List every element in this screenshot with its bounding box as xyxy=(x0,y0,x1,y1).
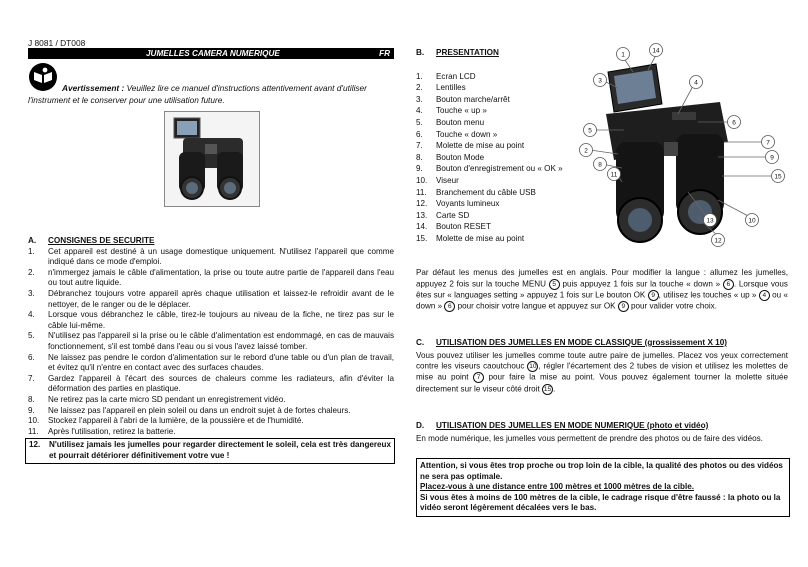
attention-line-3: Si vous êtes à moins de 100 mètres de la cible, le cadrage risque d'être faussé : la photo ou la vidéo seront légèrement décalées vers le bas. xyxy=(420,492,781,513)
attention-line-2: Placez-vous à une distance entre 100 mètres et 1000 mètres de la cible. xyxy=(420,482,694,492)
document-id: J 8081 / DT008 xyxy=(28,38,86,48)
callout-4 xyxy=(690,76,703,89)
list-item: 3. Débranchez toujours votre appareil après chaque utilisation et laissez-le refroidir avant de le nettoyer, de le ranger ou de le déplacer. xyxy=(28,288,394,309)
list-item: 2. Lentilles xyxy=(416,83,466,93)
list-item: 8. Ne retirez pas la carte micro SD pendant un enregistrement vidéo. xyxy=(28,394,286,404)
list-item: 12. Voyants lumineux xyxy=(416,199,500,209)
list-item: 5. Bouton menu xyxy=(416,117,485,127)
svg-text:2: 2 xyxy=(584,147,588,155)
callout-ref: 5 xyxy=(549,279,560,290)
svg-text:4: 4 xyxy=(694,79,698,87)
list-item: 3. Bouton marche/arrêt xyxy=(416,94,510,104)
callout-ref: 6 xyxy=(444,301,455,312)
callout-11 xyxy=(608,168,621,181)
callout-ref: 9 xyxy=(618,301,629,312)
list-item: 6. Touche « down » xyxy=(416,129,498,139)
list-item: 11. Après l'utilisation, retirez la batterie. xyxy=(28,426,176,436)
section-b-heading: PRESENTATION xyxy=(436,48,499,57)
classique-paragraph: Vous pouvez utiliser les jumelles comme toute autre paire de jumelles. Placez vos yeux correctement contre les viseurs caoutchouc 10 , régler l'écartement des 2 tubes de vision et utilisez les molettes de mise au point 7 pour faire la mise au point. Vous pouvez également tourner la molette située directement sur le viseur côté droit 15 . xyxy=(416,350,788,394)
list-item: 13. Carte SD xyxy=(416,210,470,220)
callout-12 xyxy=(712,234,725,247)
callout-ref: 7 xyxy=(473,372,484,383)
callout-15 xyxy=(772,170,785,183)
header-language: FR xyxy=(379,49,390,58)
section-d-letter: D. xyxy=(416,421,425,430)
section-b-title xyxy=(416,48,586,59)
list-item: 10. Viseur xyxy=(416,175,459,185)
svg-text:5: 5 xyxy=(588,127,592,135)
numerique-paragraph: En mode numérique, les jumelles vous permettent de prendre des photos ou de faire des vidéos. xyxy=(416,433,763,443)
section-consignes xyxy=(28,236,394,464)
callout-ref: 15 xyxy=(543,385,552,393)
callout-13 xyxy=(704,214,717,227)
callout-ref: 9 xyxy=(648,290,659,301)
svg-text:15: 15 xyxy=(774,173,782,181)
svg-text:14: 14 xyxy=(652,47,660,55)
list-item: 1. Cet appareil est destiné à un usage domestique uniquement. N'utilisez l'appareil que comme indiqué dans ce mode d'emploi. xyxy=(28,246,394,267)
callout-2 xyxy=(580,144,593,157)
section-d-title xyxy=(416,421,788,432)
section-b-letter: B. xyxy=(416,48,425,57)
attention-line-1: Attention, si vous êtes trop proche ou trop loin de la cible, la qualité des photos ou des vidéos ne sera pas optimale. xyxy=(420,461,783,481)
callout-ref: 4 xyxy=(759,290,770,301)
list-item: 10. Stockez l'appareil à l'abri de la lumière, de la poussière et de l'humidité. xyxy=(28,416,304,426)
callout-1 xyxy=(617,48,630,61)
list-item: 4. Touche « up » xyxy=(416,106,487,116)
callout-9 xyxy=(766,151,779,164)
list-item: 12. N'utilisez jamais les jumelles pour regarder directement le soleil, cela est très dangereux et pourrait détériorer définitivement votre vue ! xyxy=(29,440,391,460)
section-c-title xyxy=(416,338,788,349)
section-a-letter: A. xyxy=(28,236,37,245)
header-bar xyxy=(28,48,394,59)
list-item: 4. Lorsque vous débranchez le câble, tirez-le toujours au niveau de la fiche, ne tirez pas sur le câble lui-même. xyxy=(28,310,394,330)
callout-6 xyxy=(728,116,741,129)
list-item: 7. Molette de mise au point xyxy=(416,141,525,151)
callout-ref: 6 xyxy=(723,279,734,290)
list-item: 6. Ne laissez pas pendre le cordon d'alimentation sur le rebord d'une table ou d'un plan de travail, et évitez qu'il n'entre en contact avec des surfaces chaudes. xyxy=(28,352,394,373)
section-a-title xyxy=(28,236,394,247)
section-numerique xyxy=(416,421,788,444)
warning-text: Veuillez lire ce manuel d'instructions attentivement avant d'utiliser l'instrument et le conserver pour une utilisation future. xyxy=(28,83,367,105)
list-item: 11. Branchement du câble USB xyxy=(416,187,536,197)
callout-3 xyxy=(594,74,607,87)
list-item: 1. Ecran LCD xyxy=(416,71,476,81)
safety-list xyxy=(28,247,394,438)
list-item: 5. N'utilisez pas l'appareil si la prise ou le câble d'alimentation est endommagé, en cas de mauvais fonctionnement, s'il est tombé dans l'eau ou si vous l'avez laissé tomber. xyxy=(28,331,394,351)
section-presentation xyxy=(416,48,586,245)
svg-text:12: 12 xyxy=(714,237,722,245)
section-a-heading: CONSIGNES DE SECURITE xyxy=(48,236,155,245)
callout-ref: 10 xyxy=(529,363,537,371)
svg-text:9: 9 xyxy=(770,154,774,162)
list-item: 9. Ne laissez pas l'appareil en plein soleil ou dans un endroit sujet à de fortes chaleurs. xyxy=(28,405,351,415)
callout-14 xyxy=(650,44,663,57)
section-c-letter: C. xyxy=(416,338,425,347)
svg-text:6: 6 xyxy=(732,119,736,127)
warning-label: Avertissement : xyxy=(62,83,125,93)
svg-text:11: 11 xyxy=(610,171,618,179)
svg-text:1: 1 xyxy=(621,51,625,59)
binoculars-diagram xyxy=(578,42,788,252)
list-item: 8. Bouton Mode xyxy=(416,152,485,162)
warning-paragraph xyxy=(28,82,394,106)
section-d-heading: UTILISATION DES JUMELLES EN MODE NUMERIQUE (photo et vidéo) xyxy=(436,421,709,430)
attention-box xyxy=(416,458,790,517)
language-paragraph: Par défaut les menus des jumelles est en anglais. Pour modifier la langue : allumez les jumelles, appuyez 2 fois sur la touche MENU 5 puis appuyez 1 fois sur la touche « down » 6 . Lorsque vous êtes sur « languages setting » appuyez 1 fois sur Le bouton OK 9 , utilisez les touches « up » 4 ou « down » 6 pour choisir votre langue et appuyez sur OK 9 pour valider votre choix. xyxy=(416,268,788,311)
callout-7 xyxy=(762,136,775,149)
section-c-heading: UTILISATION DES JUMELLES EN MODE CLASSIQUE (grossissement X 10) xyxy=(436,338,728,347)
list-item: 7. Gardez l'appareil à l'écart des sources de chaleurs comme les radiateurs, afin d'éviter la déformation des parties en plastique. xyxy=(28,373,394,394)
callout-5 xyxy=(584,124,597,137)
callout-8 xyxy=(594,158,607,171)
list-item: 15. Molette de mise au point xyxy=(416,233,525,243)
callout-10 xyxy=(746,214,759,227)
svg-text:8: 8 xyxy=(598,161,602,169)
parts-list xyxy=(416,71,586,245)
sun-warning-box xyxy=(25,438,395,464)
header-title: JUMELLES CAMERA NUMERIQUE xyxy=(146,49,280,58)
svg-text:13: 13 xyxy=(706,217,714,225)
svg-text:10: 10 xyxy=(748,217,756,225)
section-classique xyxy=(416,338,788,395)
list-item: 2. n'immergez jamais le câble d'alimentation, la prise ou toute autre partie de l'appareil dans l'eau ou tout autre liquide. xyxy=(28,267,394,288)
list-item: 9. Bouton d'enregistrement ou « OK » xyxy=(416,164,563,174)
binoculars-photo xyxy=(164,111,260,207)
svg-text:3: 3 xyxy=(598,77,602,85)
list-item: 14. Bouton RESET xyxy=(416,222,491,232)
svg-text:7: 7 xyxy=(766,139,770,147)
